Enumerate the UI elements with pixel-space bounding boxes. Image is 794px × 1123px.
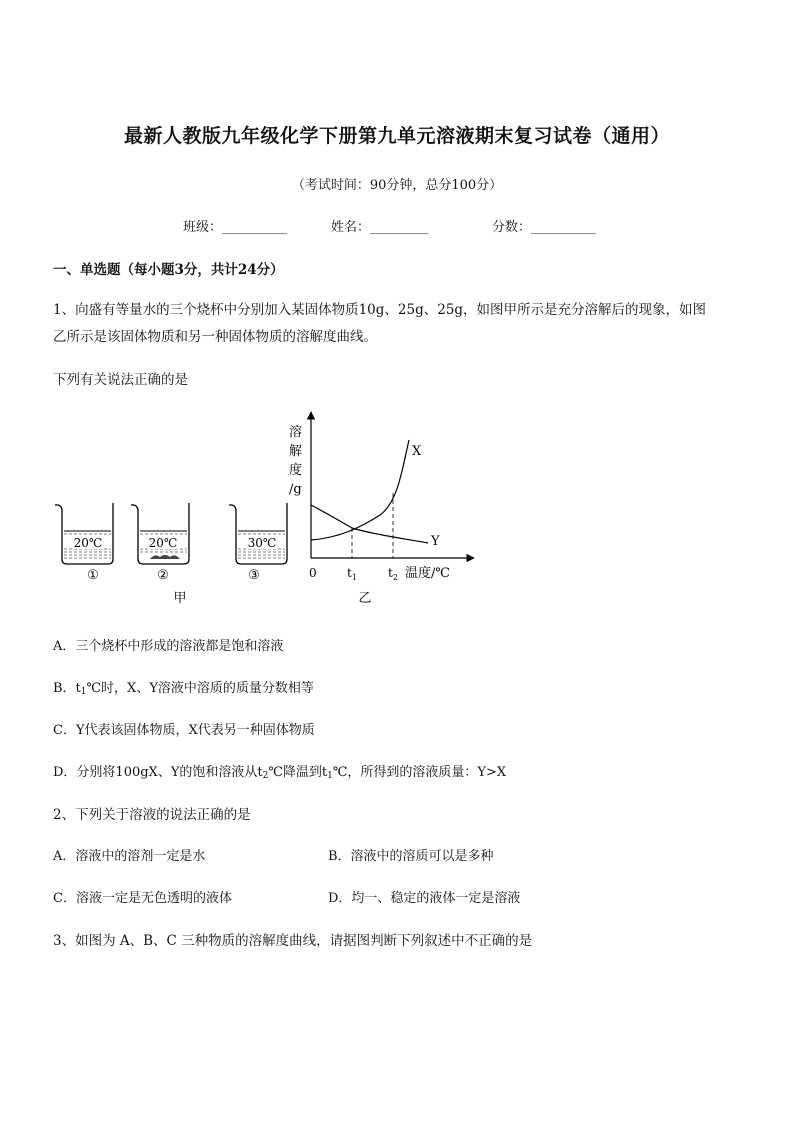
beaker-1-temp: 20℃	[73, 536, 103, 550]
question-1-line1: 1、向盛有等量水的三个烧杯中分别加入某固体物质10g、25g、25g，如图甲所示是充分溶解后的现象，如图	[53, 302, 707, 318]
beaker-3	[229, 503, 287, 583]
y-axis-label-2: 解	[289, 444, 303, 459]
question-2-option-d: D．均一、稳定的液体一定是溶液	[328, 891, 521, 906]
t1-label: $t_1$	[347, 566, 357, 582]
curve-x-label: X	[412, 444, 422, 459]
question-2-stem: 2、下列关于溶液的说法正确的是	[53, 807, 251, 823]
exam-subtitle: （考试时间：90分钟，总分100分）	[291, 178, 503, 193]
curve-y-label: Y	[431, 534, 440, 549]
undissolved-solid	[150, 555, 180, 559]
curve-x	[311, 440, 409, 540]
question-1-figure	[0, 400, 794, 615]
question-1-line2: 乙所示是该固体物质和另一种固体物质的溶解度曲线。	[53, 329, 377, 345]
beaker-1-number: ①	[87, 568, 99, 583]
x-axis-label: 温度/℃	[405, 566, 450, 581]
t2-label: $t_2$	[388, 566, 398, 582]
beaker-2-number: ②	[157, 568, 169, 583]
beaker-2	[131, 503, 189, 583]
beaker-2-temp: 20℃	[148, 536, 178, 550]
y-axis-label-1: 溶	[289, 425, 303, 440]
question-1-option-d: D．分别将100gX、Y的饱和溶液从$t_2℃$降温到$t_1℃$，所得到的溶液质量：Y>X	[53, 765, 507, 781]
y-axis-label-4: /g	[289, 482, 302, 497]
question-1-option-c: C．Y代表该固体物质，X代表另一种固体物质	[53, 723, 315, 738]
question-2-option-c: C．溶液一定是无色透明的液体	[53, 891, 232, 906]
beaker-3-temp: 30℃	[247, 536, 277, 550]
exam-title: 最新人教版九年级化学下册第九单元溶液期末复习试卷（通用）	[123, 125, 670, 147]
beaker-1	[55, 503, 113, 583]
question-1-prompt: 下列有关说法正确的是	[53, 372, 188, 388]
figure-yi-label: 乙	[358, 591, 372, 606]
question-1-option-b: B．$t_1℃$时，X、Y溶液中溶质的质量分数相等	[53, 681, 314, 697]
question-2-option-a: A．溶液中的溶剂一定是水	[53, 849, 206, 864]
question-1-option-a: A．三个烧杯中形成的溶液都是饱和溶液	[53, 639, 284, 654]
solubility-graph	[289, 412, 474, 582]
question-3-stem: 3、如图为 A、B、C 三种物质的溶解度曲线，请据图判断下列叙述中不正确的是	[53, 933, 533, 949]
class-field: 班级：__________	[183, 220, 288, 235]
figure-jia-label: 甲	[173, 591, 187, 606]
y-axis-label-3: 度	[289, 463, 303, 478]
beaker-3-number: ③	[248, 568, 260, 583]
question-2-option-b: B．溶液中的溶质可以是多种	[328, 849, 494, 864]
section-heading: 一、单选题（每小题3分，共计24分）	[53, 262, 284, 278]
score-field: 分数：__________	[492, 220, 597, 235]
name-field: 姓名：_________	[331, 220, 429, 235]
origin-label: 0	[309, 566, 317, 580]
